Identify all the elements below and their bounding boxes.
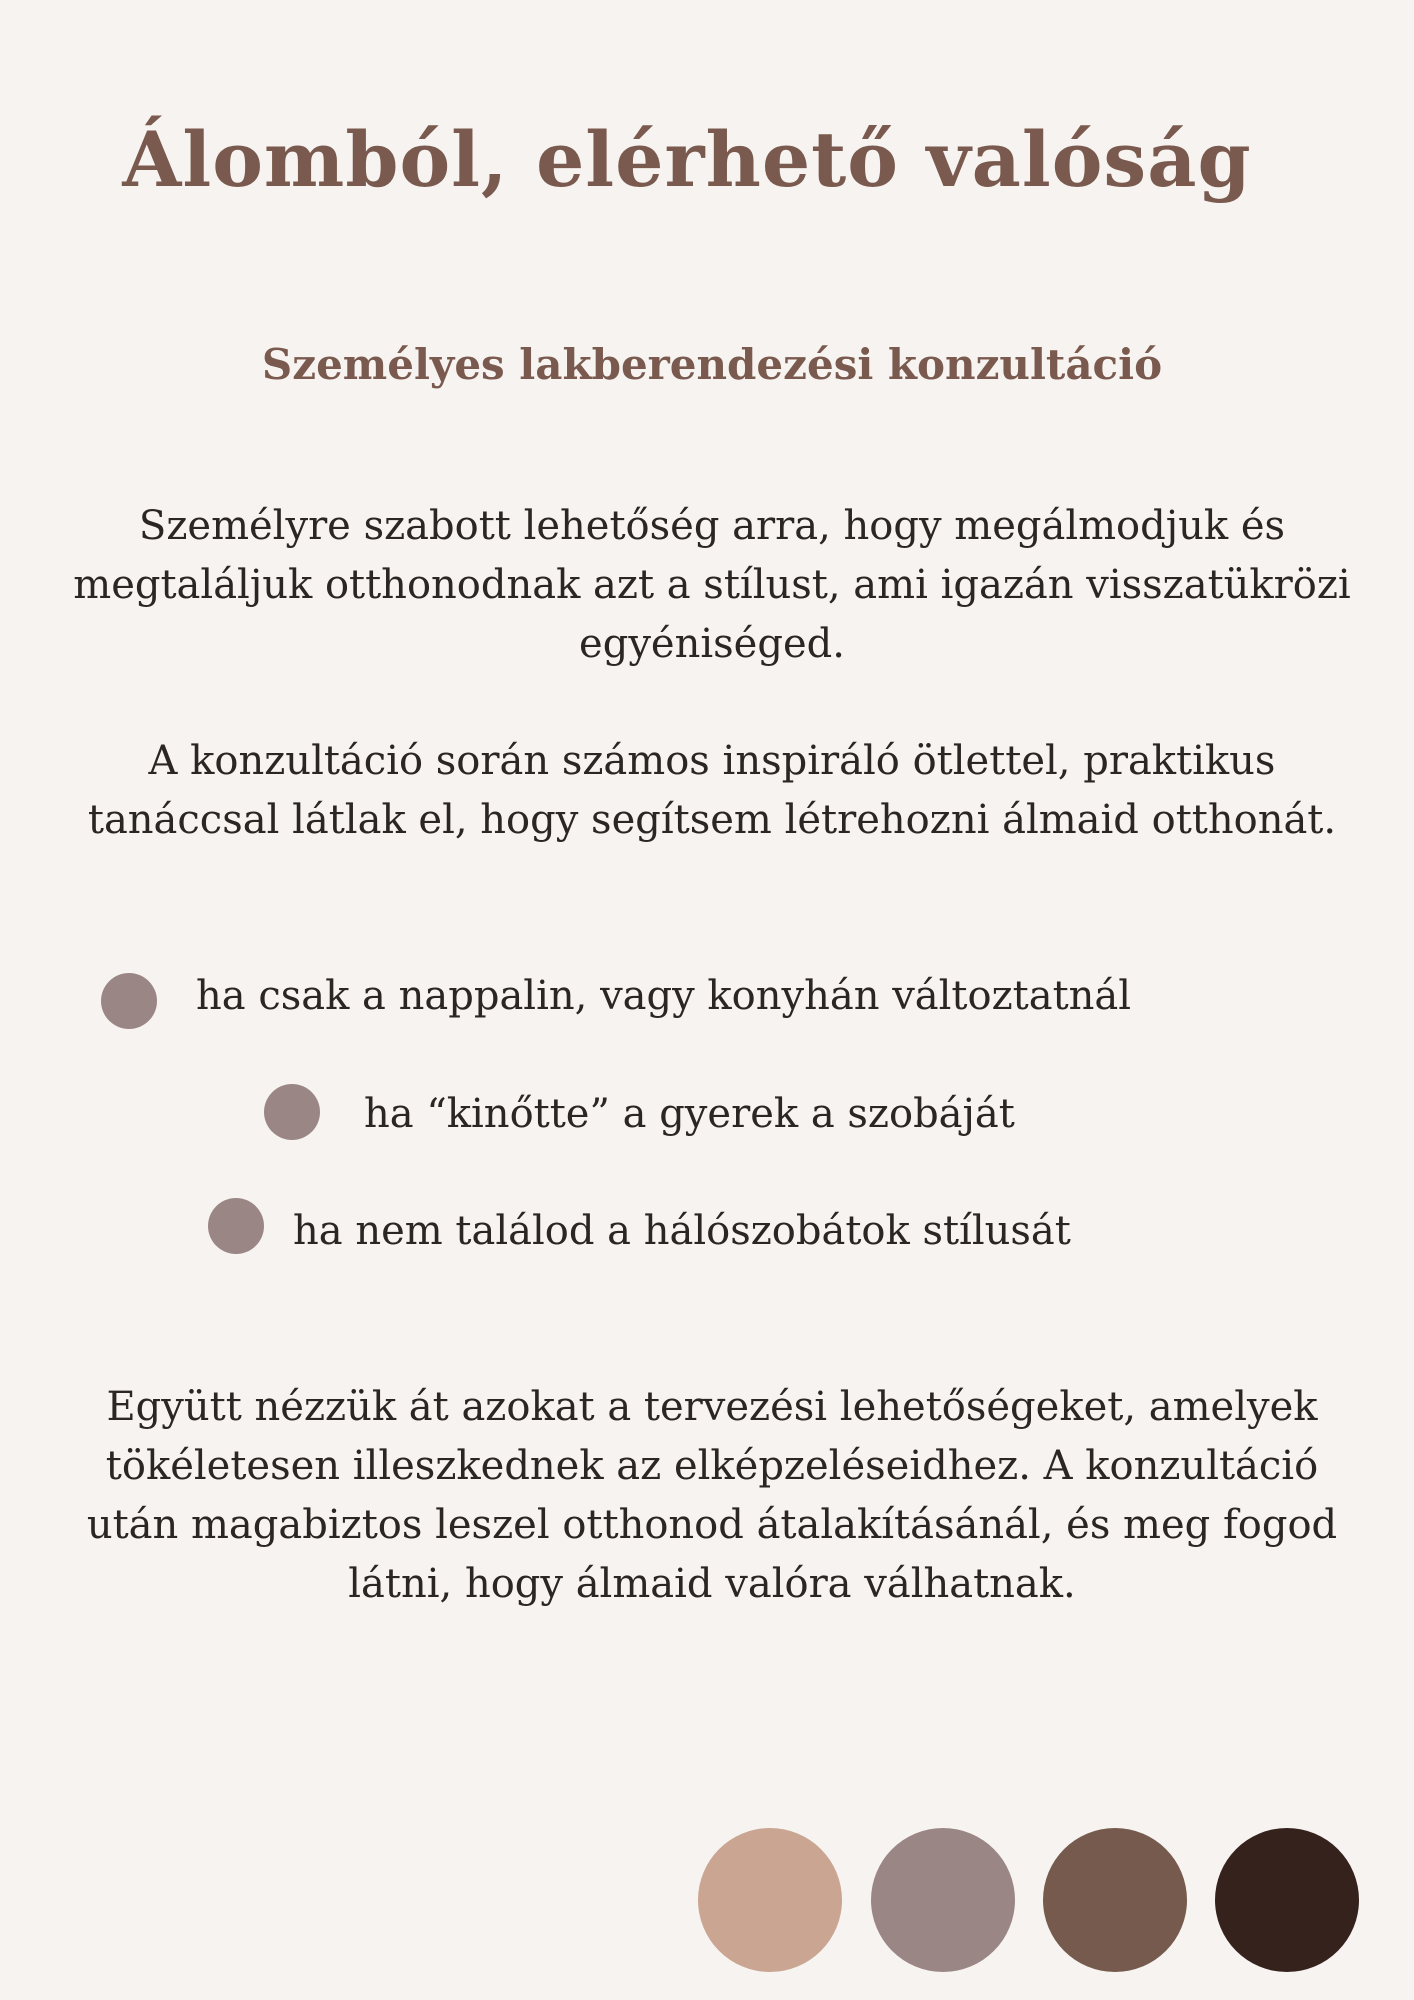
bullet-item: ha nem találod a hálószobátok stílusát — [293, 1208, 1071, 1254]
page-title: Álomból, elérhető valóság — [122, 115, 1252, 204]
consultation-paragraph: A konzultáció során számos inspiráló ötlettel, praktikus tanáccsal látlak el, hogy segítsem létrehozni álmaid otthonát. — [87, 738, 1337, 843]
palette-swatch-dark-brown — [1215, 1828, 1359, 1972]
bullet-item: ha csak a nappalin, vagy konyhán változtatnál — [196, 973, 1132, 1019]
palette-swatch-brown — [1043, 1828, 1187, 1972]
bullet-item: ha “kinőtte” a gyerek a szobáját — [364, 1091, 1015, 1137]
bullet-dot-icon — [208, 1198, 264, 1254]
bullet-dot-icon — [264, 1084, 320, 1140]
closing-paragraph: Együtt nézzük át azokat a tervezési lehetőségeket, amelyek tökéletesen illeszkednek az elképzeléseidhez. A konzultáció után magabiztos leszel otthonod átalakításánál, és meg fogod látni, hogy álmaid valóra válhatnak. — [86, 1384, 1338, 1607]
palette-swatch-mauve — [871, 1828, 1015, 1972]
page-subtitle: Személyes lakberendezési konzultáció — [261, 340, 1163, 389]
intro-paragraph: Személyre szabott lehetőség arra, hogy megálmodjuk és megtaláljuk otthonodnak azt a stílust, ami igazán visszatükrözi egyéniséged. — [73, 503, 1351, 667]
bullet-dot-icon — [101, 973, 157, 1029]
palette-swatch-tan — [698, 1828, 842, 1972]
